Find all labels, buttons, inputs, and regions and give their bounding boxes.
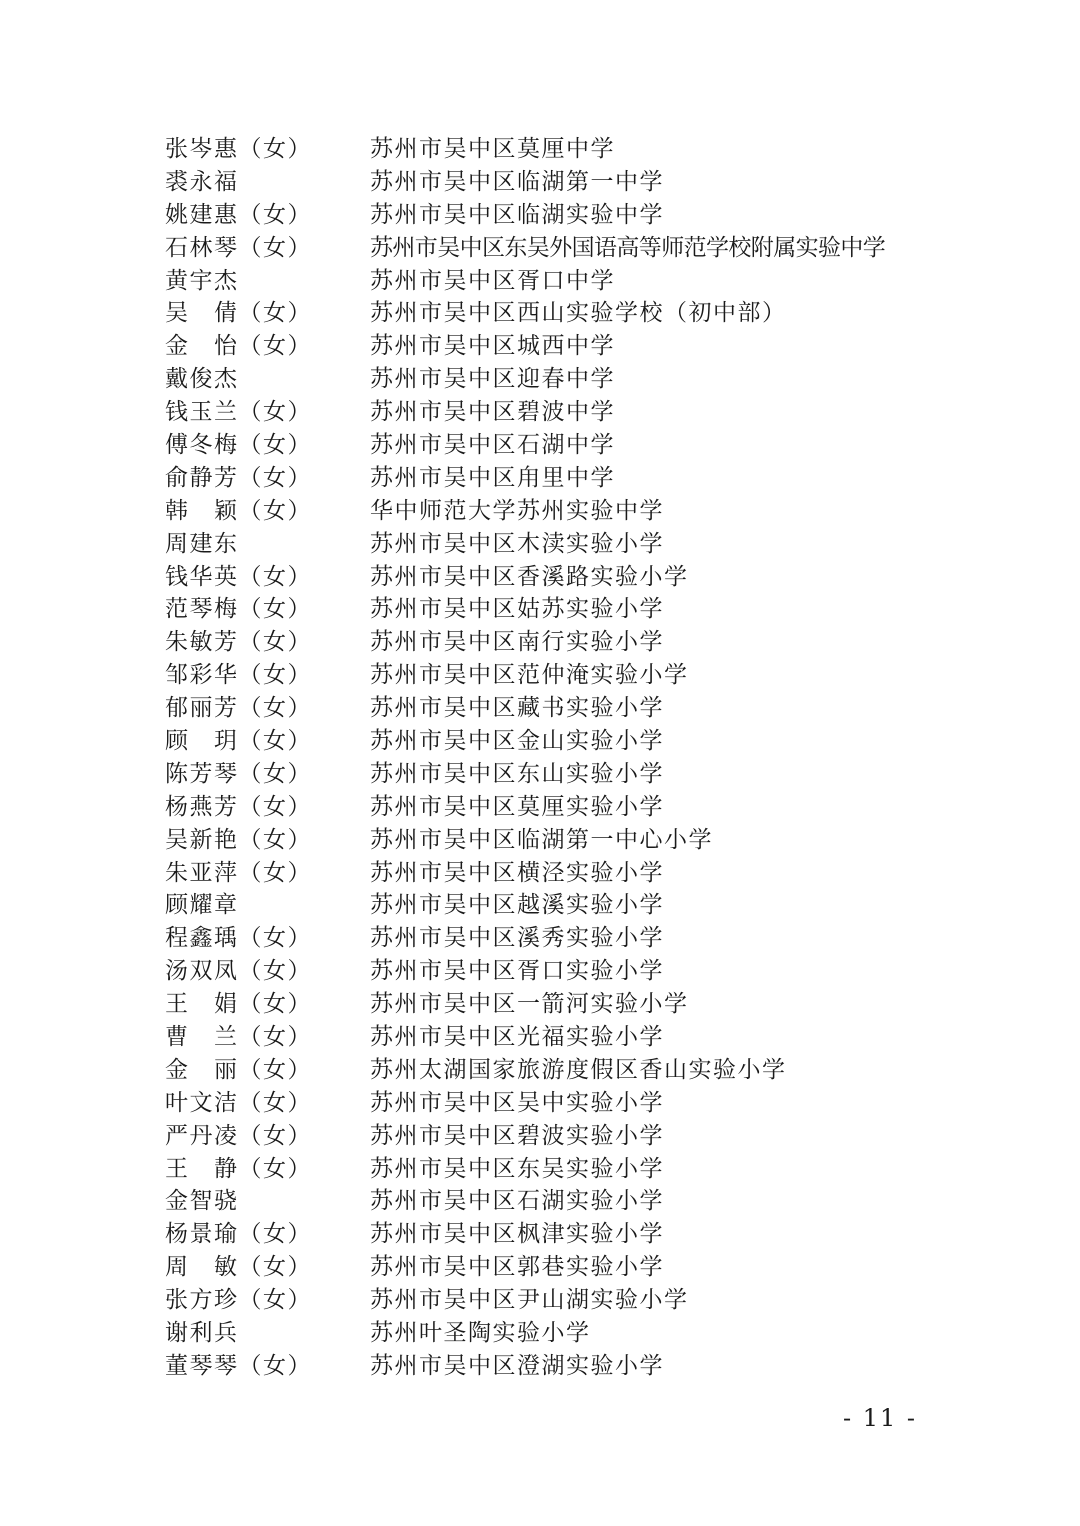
school-name: 苏州市吴中区碧波实验小学 <box>370 1122 664 1149</box>
school-name: 苏州市吴中区东吴外国语高等师范学校附属实验中学 <box>370 234 886 261</box>
teacher-name: 金 怡（女） <box>165 333 312 360</box>
school-name: 苏州市吴中区临湖第一中学 <box>370 168 664 195</box>
teacher-name: 严丹凌（女） <box>165 1122 312 1149</box>
school-name: 苏州太湖国家旅游度假区香山实验小学 <box>370 1056 787 1083</box>
school-name: 苏州市吴中区光福实验小学 <box>370 1024 664 1050</box>
list-item <box>165 1051 1025 1084</box>
school-name: 苏州市吴中区范仲淹实验小学 <box>370 662 689 689</box>
teacher-name: 周 敏（女） <box>165 1254 312 1281</box>
school-name: 华中师范大学苏州实验中学 <box>370 497 664 524</box>
teacher-name: 叶文洁（女） <box>165 1089 312 1116</box>
teacher-name: 杨景瑜（女） <box>165 1221 312 1248</box>
school-name: 苏州市吴中区临湖实验中学 <box>370 201 664 228</box>
school-name: 苏州市吴中区香溪路实验小学 <box>370 563 689 590</box>
list-item <box>165 130 1025 163</box>
list-item <box>165 426 1025 459</box>
list-item <box>165 1018 1025 1051</box>
school-name: 苏州市吴中区碧波中学 <box>370 399 615 426</box>
list-item <box>165 689 1025 722</box>
school-name: 苏州市吴中区胥口实验小学 <box>370 958 664 985</box>
school-name: 苏州市吴中区木渎实验小学 <box>370 530 664 557</box>
school-name: 苏州市吴中区一箭河实验小学 <box>370 991 689 1018</box>
teacher-name: 戴俊杰 <box>165 366 239 393</box>
school-name: 苏州市吴中区甪里中学 <box>370 464 615 491</box>
school-name: 苏州市吴中区藏书实验小学 <box>370 695 664 722</box>
teacher-name: 钱华英（女） <box>165 563 312 590</box>
teacher-name: 裘永福 <box>165 168 239 195</box>
teacher-name: 汤双凤（女） <box>165 958 312 985</box>
list-item <box>165 590 1025 623</box>
list-item <box>165 1347 1025 1380</box>
teacher-name: 黄宇杰 <box>165 267 239 294</box>
list-item <box>165 1084 1025 1117</box>
school-name: 苏州市吴中区石湖实验小学 <box>370 1188 664 1215</box>
teacher-name: 吴 倩（女） <box>165 300 312 327</box>
list-item <box>165 1183 1025 1216</box>
list-item <box>165 163 1025 196</box>
list-item <box>165 294 1025 327</box>
teacher-name: 顾 玥（女） <box>165 727 312 754</box>
list-item <box>165 623 1025 656</box>
teacher-name: 俞静芳（女） <box>165 464 312 491</box>
list-item <box>165 525 1025 558</box>
list-item <box>165 821 1025 854</box>
school-name: 苏州市吴中区姑苏实验小学 <box>370 596 664 623</box>
list-item <box>165 360 1025 393</box>
school-name: 苏州市吴中区尹山湖实验小学 <box>370 1287 689 1314</box>
teacher-name: 韩 颖（女） <box>165 497 312 524</box>
list-item <box>165 1248 1025 1281</box>
list-item <box>165 558 1025 591</box>
list-item <box>165 1281 1025 1314</box>
teacher-name: 曹 兰（女） <box>165 1024 312 1050</box>
school-name: 苏州市吴中区横泾实验小学 <box>370 859 664 886</box>
list-item <box>165 656 1025 689</box>
school-name: 苏州市吴中区澄湖实验小学 <box>370 1352 664 1379</box>
list-item <box>165 393 1025 426</box>
teacher-name: 钱玉兰（女） <box>165 399 312 426</box>
school-name: 苏州市吴中区金山实验小学 <box>370 727 664 754</box>
list-item <box>165 459 1025 492</box>
list-item <box>165 788 1025 821</box>
teacher-name: 程鑫瑀（女） <box>165 925 312 952</box>
school-name: 苏州市吴中区城西中学 <box>370 333 615 360</box>
teacher-list <box>165 130 1025 1380</box>
school-name: 苏州市吴中区石湖中学 <box>370 431 615 458</box>
list-item <box>165 886 1025 919</box>
school-name: 苏州市吴中区溪秀实验小学 <box>370 925 664 952</box>
school-name: 苏州市吴中区东吴实验小学 <box>370 1155 664 1182</box>
school-name: 苏州市吴中区临湖第一中心小学 <box>370 826 713 853</box>
teacher-name: 郁丽芳（女） <box>165 695 312 722</box>
teacher-name: 范琴梅（女） <box>165 596 312 623</box>
teacher-name: 石林琴（女） <box>165 234 312 261</box>
list-item <box>165 722 1025 755</box>
teacher-name: 朱亚萍（女） <box>165 859 312 886</box>
list-item <box>165 919 1025 952</box>
list-item <box>165 1215 1025 1248</box>
list-item <box>165 229 1025 262</box>
teacher-name: 顾耀章 <box>165 892 239 919</box>
teacher-name: 陈芳琴（女） <box>165 760 312 787</box>
teacher-name: 金 丽（女） <box>165 1056 312 1083</box>
list-item <box>165 196 1025 229</box>
teacher-name: 金智骁 <box>165 1188 239 1215</box>
list-item <box>165 262 1025 295</box>
school-name: 苏州市吴中区迎春中学 <box>370 366 615 393</box>
school-name: 苏州市吴中区莫厘实验小学 <box>370 793 664 820</box>
school-name: 苏州市吴中区吴中实验小学 <box>370 1089 664 1116</box>
school-name: 苏州市吴中区南行实验小学 <box>370 629 664 656</box>
list-item <box>165 755 1025 788</box>
teacher-name: 姚建惠（女） <box>165 201 312 228</box>
list-item <box>165 952 1025 985</box>
list-item <box>165 327 1025 360</box>
school-name: 苏州市吴中区西山实验学校（初中部） <box>370 300 787 327</box>
teacher-name: 王 娟（女） <box>165 991 312 1018</box>
teacher-name: 杨燕芳（女） <box>165 793 312 820</box>
school-name: 苏州市吴中区郭巷实验小学 <box>370 1254 664 1281</box>
teacher-name: 邹彩华（女） <box>165 662 312 689</box>
list-item <box>165 1314 1025 1347</box>
teacher-name: 张岑惠（女） <box>165 135 312 162</box>
list-item <box>165 1150 1025 1183</box>
list-item <box>165 492 1025 525</box>
school-name: 苏州叶圣陶实验小学 <box>370 1320 591 1347</box>
teacher-name: 董琴琴（女） <box>165 1352 312 1379</box>
page-number: - 11 - <box>842 1404 917 1432</box>
list-item <box>165 985 1025 1018</box>
school-name: 苏州市吴中区胥口中学 <box>370 267 615 294</box>
teacher-name: 朱敏芳（女） <box>165 629 312 656</box>
school-name: 苏州市吴中区莫厘中学 <box>370 135 615 162</box>
teacher-name: 王 静（女） <box>165 1155 312 1182</box>
school-name: 苏州市吴中区东山实验小学 <box>370 760 664 787</box>
teacher-name: 傅冬梅（女） <box>165 431 312 458</box>
teacher-name: 张方珍（女） <box>165 1287 312 1314</box>
list-item <box>165 854 1025 887</box>
teacher-name: 谢利兵 <box>165 1320 239 1347</box>
teacher-name: 周建东 <box>165 530 239 557</box>
school-name: 苏州市吴中区枫津实验小学 <box>370 1221 664 1248</box>
list-item <box>165 1117 1025 1150</box>
teacher-name: 吴新艳（女） <box>165 826 312 853</box>
school-name: 苏州市吴中区越溪实验小学 <box>370 892 664 919</box>
